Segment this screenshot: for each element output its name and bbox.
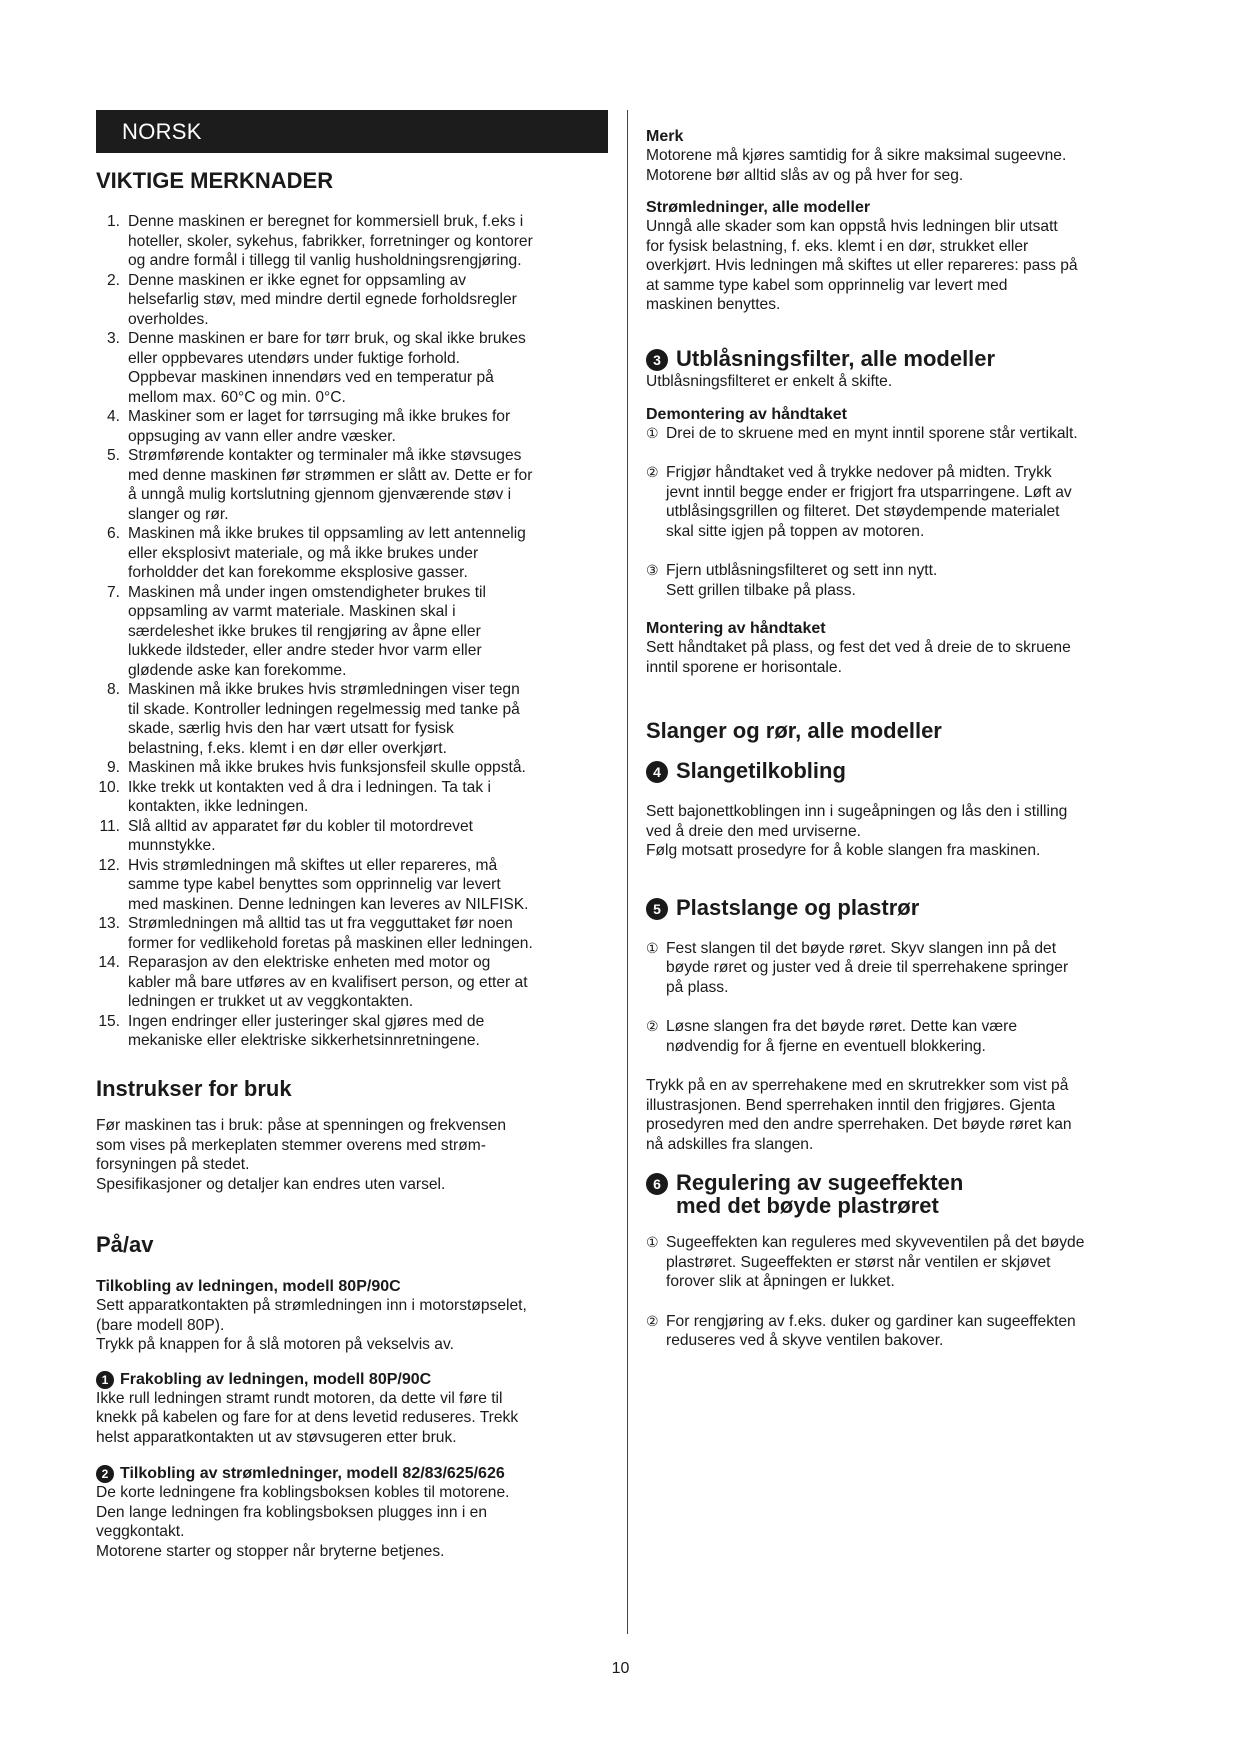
note-item bbox=[96, 856, 616, 915]
plast-step-1-text: Fest slangen til det bøyde røret. Skyv slangen inn på det bøyde røret og juster ved å dreie til sperrehakene springer på plass. bbox=[666, 939, 1069, 996]
note-text: Denne maskinen er ikke egnet for oppsamling av helsefarlig støv, med mindre dertil egnede forholdsregler overholdes. bbox=[128, 271, 517, 328]
regulering-step-1-text: Sugeeffekten kan reguleres med skyveventilen på det bøyde plastrøret. Sugeeffekten er størst når ventilen er skjøvet forover slik at åpningen er lukket. bbox=[666, 1234, 1085, 1291]
note-number: 8. bbox=[106, 681, 120, 698]
step-2-badge-icon: 2 bbox=[96, 1465, 114, 1483]
paav-heading: På/av bbox=[96, 1232, 154, 1257]
note-text: Strømledningen må alltid tas ut fra vegguttaket før noen former for vedlikehold foretas på maskinen eller ledningen. bbox=[128, 915, 533, 952]
note-text: Maskinen må ikke brukes til oppsamling av lett antennelig eller eksplosivt materiale, og må ikke brukes under forholdder det kan forekomme eksplosive gasser. bbox=[128, 525, 526, 581]
step-marker-icon: ② bbox=[646, 1018, 659, 1034]
regulering-step-2 bbox=[646, 1312, 1166, 1351]
paav-sub3-title-row bbox=[96, 1465, 616, 1483]
note-text: Hvis strømledningen må skiftes ut eller repareres, må samme type kabel benyttes som opprinnelig var levert med maskinen. Denne ledningen kan leveres av NILFISK. bbox=[128, 856, 529, 913]
note-text: Maskiner som er laget for tørrsuging må ikke brukes for oppsuging av vann eller andre væsker. bbox=[128, 408, 511, 445]
note-number: 10. bbox=[98, 778, 120, 796]
note-text: Reparasjon av den elektriske enheten med motor og kabler må bare utføres av en kvalifisert person, og etter at ledningen er trukket ut av veggkontakten. bbox=[128, 954, 528, 1010]
note-item bbox=[96, 329, 616, 407]
step-marker-icon: ① bbox=[646, 424, 659, 441]
step-marker-icon: ① bbox=[646, 1234, 659, 1251]
plast-heading-row bbox=[646, 895, 1166, 921]
note-text: Maskinen må ikke brukes hvis strømledningen viser tegn til skade. Kontroller ledningen regelmessig med tanke på skade, særlig hvis den har vært utsatt for fysisk belastning, f.eks. klemt i en dør eller overkjørt. bbox=[128, 681, 520, 757]
merk-section bbox=[646, 128, 1166, 315]
plast-step-2 bbox=[646, 1017, 1166, 1056]
paav-sub2-title: Frakobling av ledningen, modell 80P/90C bbox=[120, 1370, 432, 1388]
paav-sub3-title: Tilkobling av strømledninger, modell 82/83/625/626 bbox=[120, 1465, 505, 1483]
notes-list bbox=[96, 212, 616, 1051]
instrukser-section bbox=[96, 1076, 616, 1194]
step-marker-icon: ② bbox=[646, 1312, 659, 1329]
note-text: Denne maskinen er beregnet for kommersiell bruk, f.eks i hoteller, skoler, sykehus, fabrikker, forretninger og kontorer og andre formål i tillegg til vanlig husholdningsrengjøring. bbox=[128, 213, 533, 269]
note-item bbox=[96, 914, 616, 953]
note-item bbox=[96, 407, 616, 446]
page-title: VIKTIGE MERKNADER bbox=[96, 168, 334, 193]
demontering-step-1-text: Drei de to skruene med en mynt inntil sporene står vertikalt. bbox=[666, 424, 1078, 442]
utblasning-heading-row bbox=[646, 346, 1166, 372]
demontering-step-3-text: Fjern utblåsningsfilteret og sett inn nytt. Sett grillen tilbake på plass. bbox=[666, 562, 938, 599]
step-marker-icon: ① bbox=[646, 939, 659, 956]
note-number: 3. bbox=[106, 330, 120, 347]
note-item bbox=[96, 524, 616, 583]
note-item bbox=[96, 758, 616, 778]
regulering-step-1 bbox=[646, 1233, 1166, 1292]
language-header: NORSK bbox=[96, 110, 608, 153]
step-5-badge-icon: 5 bbox=[646, 898, 668, 920]
note-text: Ingen endringer eller justeringer skal gjøres med de mekaniske eller elektriske sikkerhetsinnretningene. bbox=[128, 1012, 485, 1049]
demontering-step-2 bbox=[646, 463, 1166, 541]
paav-sub1-title: Tilkobling av ledningen, modell 80P/90C bbox=[96, 1278, 401, 1295]
note-text: Maskinen må under ingen omstendigheter brukes til oppsamling av varmt materiale. Maskinen skal i særdeleshet ikke brukes til rengjøring av åpne eller lukkede ildsteder, eller andre steder hvor varm eller glødende aske kan forekomme. bbox=[128, 583, 486, 679]
note-number: 6. bbox=[106, 525, 120, 542]
note-item bbox=[96, 583, 616, 681]
note-number: 1. bbox=[106, 213, 120, 230]
strom-body: Unngå alle skader som kan oppstå hvis ledningen blir utsatt for fysisk belastning, f. eks. klemt i en dør, strukket eller overkjørt. Hvis ledningen må skiftes ut eller repareres: pass på at samme type kabel som opprinnelig var levert med maskinen benyttes. bbox=[646, 218, 1078, 313]
step-marker-icon: ② bbox=[646, 464, 659, 480]
note-item bbox=[96, 680, 616, 758]
merk-title: Merk bbox=[646, 128, 684, 145]
demontering-title: Demontering av håndtaket bbox=[646, 405, 847, 423]
demontering-step-1 bbox=[646, 424, 1166, 444]
plast-step-2-text: Løsne slangen fra det bøyde røret. Dette kan være nødvendig for å fjerne en eventuell blokkering. bbox=[666, 1018, 1018, 1055]
regulering-step-2-text: For rengjøring av f.eks. duker og gardiner kan sugeeffekten reduseres ved å skyve ventilen bakover. bbox=[666, 1312, 1076, 1350]
note-number: 14. bbox=[98, 954, 120, 971]
step-4-badge-icon: 4 bbox=[646, 761, 668, 783]
instrukser-body: Før maskinen tas i bruk: påse at spenningen og frekvensen som vises på merkeplaten stemmer overens med strøm- forsyningen på stedet. Spesifikasjoner og detaljer kan endres uten varsel. bbox=[96, 1117, 506, 1193]
regulering-section bbox=[646, 1172, 1166, 1351]
slanger-section bbox=[646, 718, 1166, 1154]
paav-sub2-title-row bbox=[96, 1371, 616, 1389]
column-divider bbox=[627, 110, 628, 1634]
note-text: Ikke trekk ut kontakten ved å dra i ledningen. Ta tak i kontakten, ikke ledningen. bbox=[128, 778, 491, 815]
paav-sub2-body: Ikke rull ledningen stramt rundt motoren, da dette vil føre til knekk på kabelen og fare for at dens levetid reduseres. Trekk helst apparatkontakten ut av støvsugeren etter bruk. bbox=[96, 1389, 519, 1446]
utblasning-heading: Utblåsningsfilter, alle modeller bbox=[676, 346, 996, 371]
regulering-heading-line2: med det bøyde plastrøret bbox=[676, 1193, 939, 1219]
regulering-heading-row bbox=[646, 1172, 1166, 1217]
utblasning-section bbox=[646, 346, 1166, 677]
paav-sub1-body: Sett apparatkontakten på strømledningen inn i motorstøpselet, (bare modell 80P). Trykk på knappen for å slå motoren på vekselvis av. bbox=[96, 1297, 527, 1353]
step-3-badge-icon: 3 bbox=[646, 349, 668, 371]
step-marker-icon: ③ bbox=[646, 562, 659, 578]
demontering-step-2-text: Frigjør håndtaket ved å trykke nedover på midten. Trykk jevnt inntil begge ender er frigjort fra utsparringene. Løft av utblåsingsgrillen og filteret. Det støydempende materialet skal sitte igjen på toppen av motoren. bbox=[666, 464, 1072, 540]
note-text: Strømførende kontakter og terminaler må ikke støvsuges med denne maskinen før strømmen er slått av. Dette er for å unngå mulig kortslutning gjennom gjenværende støv i slanger og rør. bbox=[128, 447, 533, 523]
note-number: 11. bbox=[99, 817, 120, 835]
step-1-badge-icon: 1 bbox=[96, 1371, 114, 1389]
plast-body: Trykk på en av sperrehakene med en skrutrekker som vist på illustrasjonen. Bend sperrehaken inntil den frigjøres. Gjenta prosedyren med den andre sperrehaken. Det bøyde røret kan nå adskilles fra slangen. bbox=[646, 1077, 1072, 1153]
paav-sub3-body: De korte ledningene fra koblingsboksen kobles til motorene. Den lange ledningen fra koblingsboksen plugges inn i en veggkontakt. Motorene starter og stopper når bryterne betjenes. bbox=[96, 1484, 510, 1560]
merk-body: Motorene må kjøres samtidig for å sikre maksimal sugeevne. Motorene bør alltid slås av og på hver for seg. bbox=[646, 147, 1067, 184]
tilkobling-heading: Slangetilkobling bbox=[676, 758, 846, 783]
plast-step-1 bbox=[646, 939, 1166, 998]
page-number: 10 bbox=[611, 1660, 630, 1677]
note-number: 2. bbox=[106, 271, 120, 289]
note-item bbox=[96, 1012, 616, 1051]
note-item bbox=[96, 953, 616, 1012]
regulering-heading-line1: Regulering av sugeeffekten bbox=[676, 1170, 964, 1195]
slanger-heading: Slanger og rør, alle modeller bbox=[646, 718, 942, 743]
note-number: 4. bbox=[106, 408, 120, 425]
step-6-badge-icon: 6 bbox=[646, 1173, 668, 1195]
note-number: 15. bbox=[98, 1012, 120, 1030]
note-number: 12. bbox=[98, 856, 120, 874]
note-number: 9. bbox=[106, 759, 120, 776]
strom-title: Strømledninger, alle modeller bbox=[646, 199, 871, 216]
note-text: Denne maskinen er bare for tørr bruk, og skal ikke brukes eller oppbevares utendørs under fuktige forhold. Oppbevar maskinen innendørs ved en temperatur på mellom max. 60°C og min. 0°C. bbox=[128, 330, 526, 406]
tilkobling-heading-row bbox=[646, 758, 1166, 784]
note-item bbox=[96, 446, 616, 524]
note-number: 7. bbox=[106, 583, 120, 601]
utblasning-intro: Utblåsningsfilteret er enkelt å skifte. bbox=[646, 373, 893, 390]
tilkobling-body: Sett bajonettkoblingen inn i sugeåpningen og lås den i stilling ved å dreie den med urviserne. Følg motsatt prosedyre for å koble slangen fra maskinen. bbox=[646, 803, 1068, 859]
note-number: 5. bbox=[106, 447, 120, 464]
instrukser-heading: Instrukser for bruk bbox=[96, 1076, 292, 1101]
note-number: 13. bbox=[98, 915, 120, 932]
note-item bbox=[96, 817, 616, 856]
note-item bbox=[96, 271, 616, 330]
plast-heading: Plastslange og plastrør bbox=[676, 894, 920, 920]
paav-section bbox=[96, 1232, 616, 1561]
notes-list-container bbox=[96, 212, 616, 1051]
montering-title: Montering av håndtaket bbox=[646, 620, 826, 637]
note-text: Maskinen må ikke brukes hvis funksjonsfeil skulle oppstå. bbox=[128, 759, 526, 776]
note-item bbox=[96, 212, 616, 271]
demontering-step-3 bbox=[646, 561, 1166, 600]
montering-body: Sett håndtaket på plass, og fest det ved å dreie de to skruene inntil sporene er horisontale. bbox=[646, 639, 1071, 676]
note-text: Slå alltid av apparatet før du kobler til motordrevet munnstykke. bbox=[128, 817, 473, 854]
note-item bbox=[96, 778, 616, 817]
